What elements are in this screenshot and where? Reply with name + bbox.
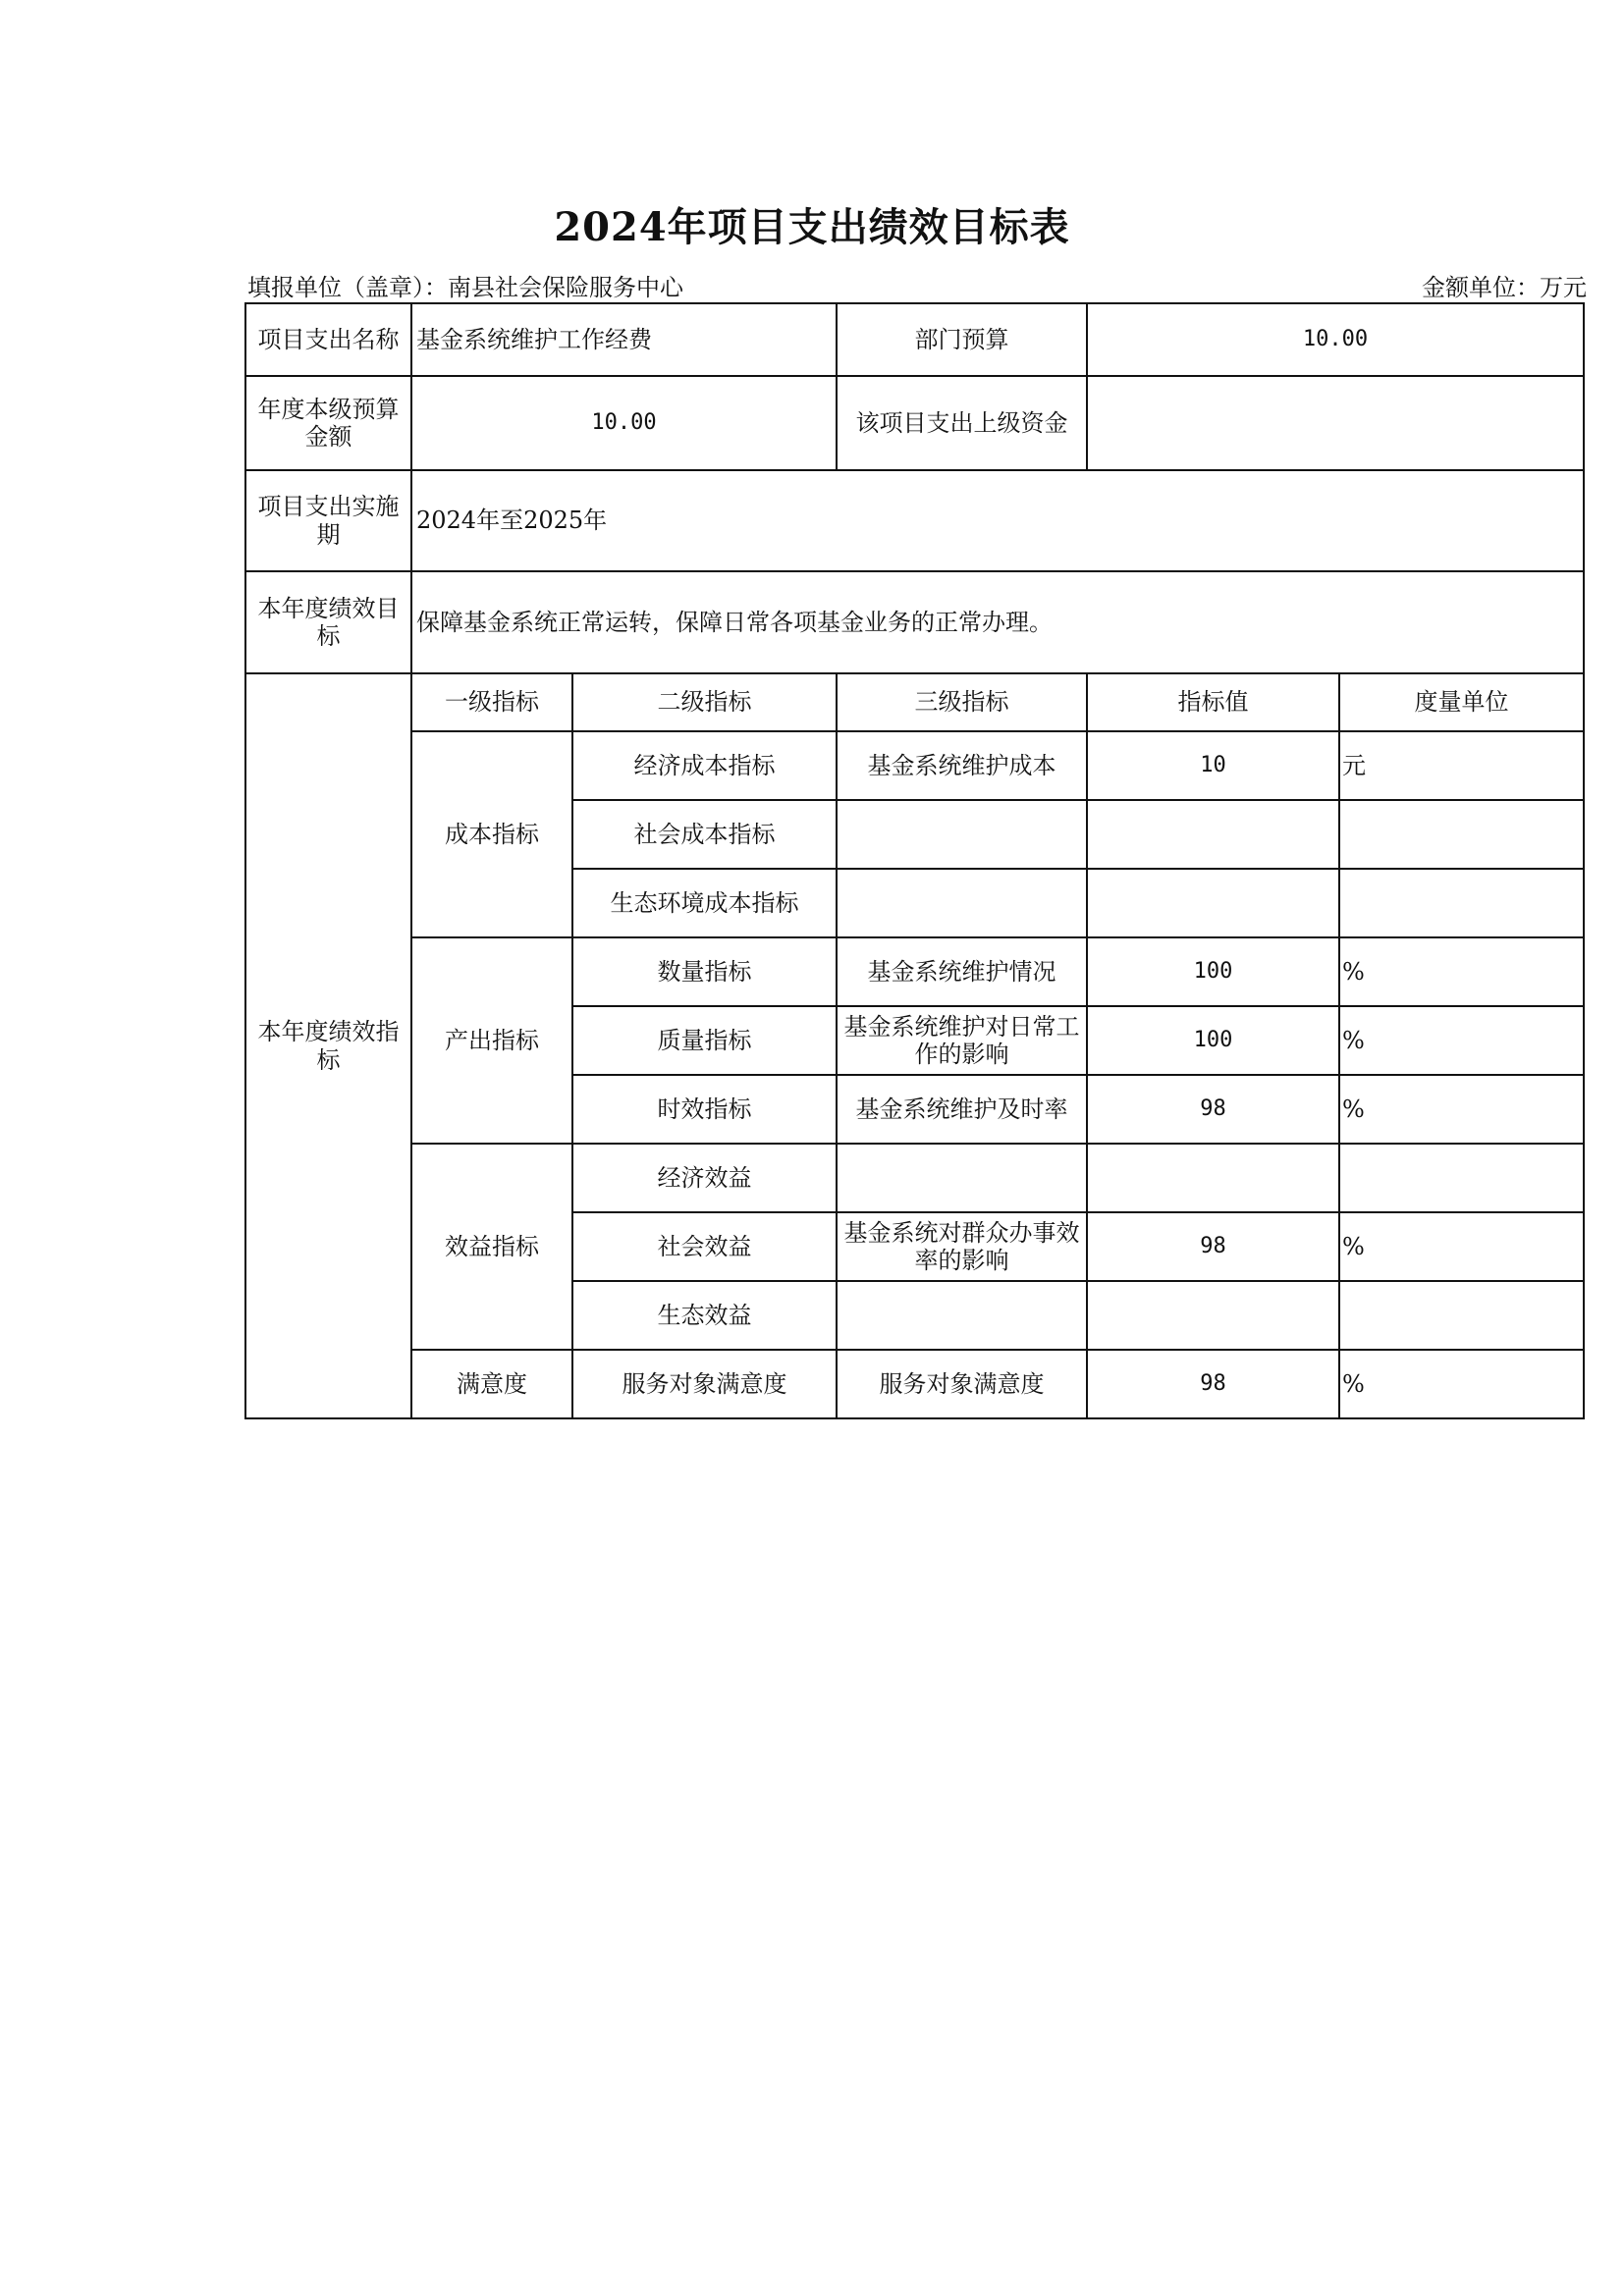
group-level1: 成本指标 xyxy=(411,731,572,937)
row-level3 xyxy=(837,1281,1087,1350)
row-level2: 经济效益 xyxy=(572,1144,837,1212)
row-unit xyxy=(1339,1144,1584,1212)
row-unit xyxy=(1339,869,1584,937)
project-name-value: 基金系统维护工作经费 xyxy=(411,303,837,376)
row-value xyxy=(1087,1281,1339,1350)
dept-budget-label: 部门预算 xyxy=(837,303,1087,376)
row-value xyxy=(1087,800,1339,869)
row-level3: 基金系统维护及时率 xyxy=(837,1075,1087,1144)
performance-target-table xyxy=(244,302,1585,1419)
table-row xyxy=(245,937,1584,1006)
row-level3 xyxy=(837,869,1087,937)
row-unit: % xyxy=(1339,1212,1584,1281)
row-value xyxy=(1087,1144,1339,1212)
row-level2: 质量指标 xyxy=(572,1006,837,1075)
row-level3: 基金系统维护对日常工作的影响 xyxy=(837,1006,1087,1075)
annual-budget-value: 10.00 xyxy=(411,376,837,470)
upper-fund-label: 该项目支出上级资金 xyxy=(837,376,1087,470)
row-unit: % xyxy=(1339,1075,1584,1144)
row-level3: 基金系统对群众办事效率的影响 xyxy=(837,1212,1087,1281)
row-value: 100 xyxy=(1087,1006,1339,1075)
row-level2: 经济成本指标 xyxy=(572,731,837,800)
goal-value: 保障基金系统正常运转，保障日常各项基金业务的正常办理。 xyxy=(411,571,1584,673)
row-level3 xyxy=(837,1144,1087,1212)
table-row xyxy=(245,1144,1584,1212)
annual-budget-label: 年度本级预算金额 xyxy=(245,376,411,470)
indicator-header-row xyxy=(245,673,1584,731)
row-value: 98 xyxy=(1087,1350,1339,1418)
header-level2: 二级指标 xyxy=(572,673,837,731)
row-unit xyxy=(1339,800,1584,869)
row-level2: 生态环境成本指标 xyxy=(572,869,837,937)
row-value: 98 xyxy=(1087,1212,1339,1281)
group-level1: 满意度 xyxy=(411,1350,572,1418)
period-label: 项目支出实施期 xyxy=(245,470,411,571)
row-level3: 服务对象满意度 xyxy=(837,1350,1087,1418)
row-value: 10 xyxy=(1087,731,1339,800)
row-unit: 元 xyxy=(1339,731,1584,800)
row-level2: 数量指标 xyxy=(572,937,837,1006)
row-value: 98 xyxy=(1087,1075,1339,1144)
annual-budget-row xyxy=(245,376,1584,470)
row-level3 xyxy=(837,800,1087,869)
row-value xyxy=(1087,869,1339,937)
header-level3: 三级指标 xyxy=(837,673,1087,731)
fill-unit-label: 填报单位（盖章）：南县社会保险服务中心 xyxy=(247,274,683,301)
header-unit: 度量单位 xyxy=(1339,673,1584,731)
group-level1: 效益指标 xyxy=(411,1144,572,1350)
row-level3: 基金系统维护成本 xyxy=(837,731,1087,800)
project-name-row xyxy=(245,303,1584,376)
dept-budget-value: 10.00 xyxy=(1087,303,1584,376)
project-name-label: 项目支出名称 xyxy=(245,303,411,376)
row-unit: % xyxy=(1339,1006,1584,1075)
row-unit xyxy=(1339,1281,1584,1350)
row-level2: 社会效益 xyxy=(572,1212,837,1281)
row-level2: 社会成本指标 xyxy=(572,800,837,869)
row-value: 100 xyxy=(1087,937,1339,1006)
table-row xyxy=(245,731,1584,800)
upper-fund-value xyxy=(1087,376,1584,470)
header-level1: 一级指标 xyxy=(411,673,572,731)
row-unit: % xyxy=(1339,937,1584,1006)
period-row xyxy=(245,470,1584,571)
goal-row xyxy=(245,571,1584,673)
row-level2: 时效指标 xyxy=(572,1075,837,1144)
group-level1: 产出指标 xyxy=(411,937,572,1144)
row-level2: 生态效益 xyxy=(572,1281,837,1350)
amount-unit-label: 金额单位：万元 xyxy=(1422,274,1587,301)
row-level3: 基金系统维护情况 xyxy=(837,937,1087,1006)
table-row xyxy=(245,1350,1584,1418)
goal-label: 本年度绩效目标 xyxy=(245,571,411,673)
header-value: 指标值 xyxy=(1087,673,1339,731)
page-title: 2024年项目支出绩效目标表 xyxy=(554,204,1070,250)
row-level2: 服务对象满意度 xyxy=(572,1350,837,1418)
indicators-label: 本年度绩效指标 xyxy=(245,673,411,1418)
row-unit: % xyxy=(1339,1350,1584,1418)
period-value: 2024年至2025年 xyxy=(411,470,1584,571)
